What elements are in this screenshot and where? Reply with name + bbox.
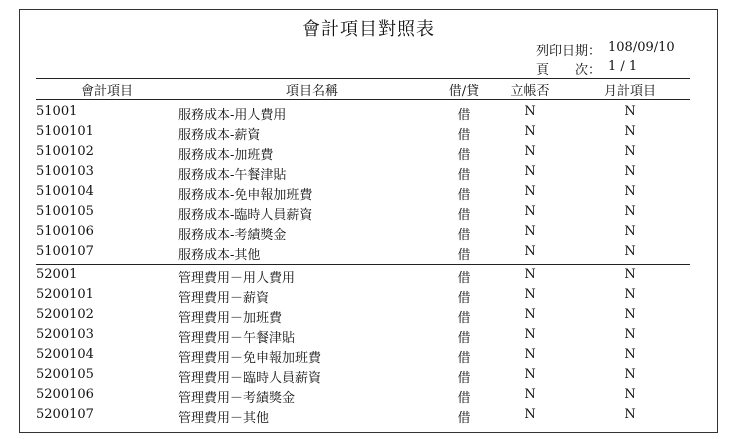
- page-label: 頁 次：: [536, 63, 602, 78]
- col-header-code: 會計項目: [80, 84, 133, 99]
- cell-dc: 借: [457, 148, 471, 163]
- cell-dc: 借: [457, 271, 471, 286]
- cell-dc: 借: [457, 208, 471, 223]
- cell-dc: 借: [457, 248, 471, 263]
- cell-name: 管理費用－用人費用: [178, 271, 296, 286]
- table-row: [20, 385, 717, 405]
- cell-dc: 借: [457, 291, 471, 306]
- cell-code: 5200107: [36, 407, 94, 422]
- report-title: 會計項目對照表: [302, 19, 435, 40]
- table-row: [20, 182, 717, 202]
- cell-monthly: N: [624, 307, 636, 322]
- table-row: [20, 285, 717, 305]
- cell-dc: 借: [457, 311, 471, 326]
- cell-dc: 借: [457, 391, 471, 406]
- cell-code: 5100103: [36, 164, 94, 179]
- cell-monthly: N: [624, 367, 636, 382]
- cell-code: 5200104: [36, 347, 94, 362]
- cell-monthly: N: [624, 267, 636, 282]
- cell-dc: 借: [457, 128, 471, 143]
- header-bottom-rule: [36, 99, 690, 100]
- group-separator-rule: [36, 264, 690, 265]
- cell-account: N: [524, 407, 536, 422]
- cell-dc: 借: [457, 188, 471, 203]
- table-row: [20, 122, 717, 142]
- cell-name: 管理費用－加班費: [178, 311, 283, 326]
- cell-code: 5100105: [36, 204, 94, 219]
- cell-name: 管理費用－其他: [178, 411, 270, 426]
- cell-monthly: N: [624, 144, 636, 159]
- cell-code: 5100106: [36, 224, 94, 239]
- cell-monthly: N: [624, 327, 636, 342]
- cell-name: 服務成本-臨時人員薪資: [178, 208, 313, 223]
- cell-account: N: [524, 164, 536, 179]
- page-number: [536, 59, 706, 77]
- cell-name: 管理費用－臨時人員薪資: [178, 371, 322, 386]
- cell-dc: 借: [457, 411, 471, 426]
- print-date-value: 108/09/10: [608, 40, 675, 55]
- cell-dc: 借: [457, 168, 471, 183]
- col-header-account: 立帳否: [510, 84, 550, 99]
- col-header-name: 項目名稱: [285, 84, 338, 99]
- cell-code: 5100107: [36, 244, 94, 259]
- cell-monthly: N: [624, 204, 636, 219]
- cell-monthly: N: [624, 104, 636, 119]
- table-row: [20, 345, 717, 365]
- cell-monthly: N: [624, 184, 636, 199]
- cell-name: 服務成本-加班費: [178, 148, 274, 163]
- cell-code: 5200103: [36, 327, 94, 342]
- table-row: [20, 142, 717, 162]
- cell-name: 服務成本-用人費用: [178, 108, 287, 123]
- cell-monthly: N: [624, 387, 636, 402]
- cell-dc: 借: [457, 331, 471, 346]
- col-header-dc: 借/貸: [448, 84, 480, 99]
- cell-account: N: [524, 267, 536, 282]
- table-row: [20, 405, 717, 425]
- table-row: [20, 222, 717, 242]
- table-row: [20, 365, 717, 385]
- cell-account: N: [524, 144, 536, 159]
- cell-account: N: [524, 287, 536, 302]
- table-row: [20, 102, 717, 122]
- cell-code: 5100104: [36, 184, 94, 199]
- cell-code: 5200106: [36, 387, 94, 402]
- cell-name: 服務成本-其他: [178, 248, 261, 263]
- cell-account: N: [524, 204, 536, 219]
- cell-account: N: [524, 327, 536, 342]
- cell-dc: 借: [457, 371, 471, 386]
- table-row: [20, 325, 717, 345]
- cell-monthly: N: [624, 347, 636, 362]
- cell-account: N: [524, 347, 536, 362]
- cell-account: N: [524, 244, 536, 259]
- table-header: [20, 78, 717, 98]
- cell-name: 服務成本-薪資: [178, 128, 261, 143]
- cell-account: N: [524, 387, 536, 402]
- cell-monthly: N: [624, 407, 636, 422]
- cell-account: N: [524, 184, 536, 199]
- cell-code: 5200101: [36, 287, 94, 302]
- print-date: [536, 40, 706, 58]
- cell-dc: 借: [457, 351, 471, 366]
- cell-code: 5100102: [36, 144, 94, 159]
- cell-code: 52001: [36, 267, 78, 282]
- report-sheet: [19, 9, 718, 433]
- cell-monthly: N: [624, 124, 636, 139]
- table-row: [20, 162, 717, 182]
- cell-account: N: [524, 104, 536, 119]
- print-date-label: 列印日期：: [536, 44, 602, 59]
- cell-account: N: [524, 124, 536, 139]
- page-value: 1 / 1: [608, 59, 638, 74]
- cell-monthly: N: [624, 224, 636, 239]
- cell-monthly: N: [624, 244, 636, 259]
- table-row: [20, 242, 717, 262]
- cell-name: 管理費用－免申報加班費: [178, 351, 322, 366]
- cell-name: 管理費用－考績獎金: [178, 391, 296, 406]
- table-row: [20, 202, 717, 222]
- cell-name: 管理費用－午餐津貼: [178, 331, 296, 346]
- cell-name: 服務成本-午餐津貼: [178, 168, 287, 183]
- cell-dc: 借: [457, 108, 471, 123]
- cell-account: N: [524, 367, 536, 382]
- cell-code: 5200102: [36, 307, 94, 322]
- cell-account: N: [524, 307, 536, 322]
- cell-code: 51001: [36, 104, 78, 119]
- cell-name: 管理費用－薪資: [178, 291, 270, 306]
- cell-account: N: [524, 224, 536, 239]
- cell-code: 5200105: [36, 367, 94, 382]
- cell-code: 5100101: [36, 124, 94, 139]
- table-row: [20, 305, 717, 325]
- cell-name: 服務成本-考績獎金: [178, 228, 287, 243]
- cell-monthly: N: [624, 287, 636, 302]
- cell-name: 服務成本-免申報加班費: [178, 188, 313, 203]
- table-row: [20, 265, 717, 285]
- col-header-monthly: 月計項目: [603, 84, 656, 99]
- cell-dc: 借: [457, 228, 471, 243]
- cell-monthly: N: [624, 164, 636, 179]
